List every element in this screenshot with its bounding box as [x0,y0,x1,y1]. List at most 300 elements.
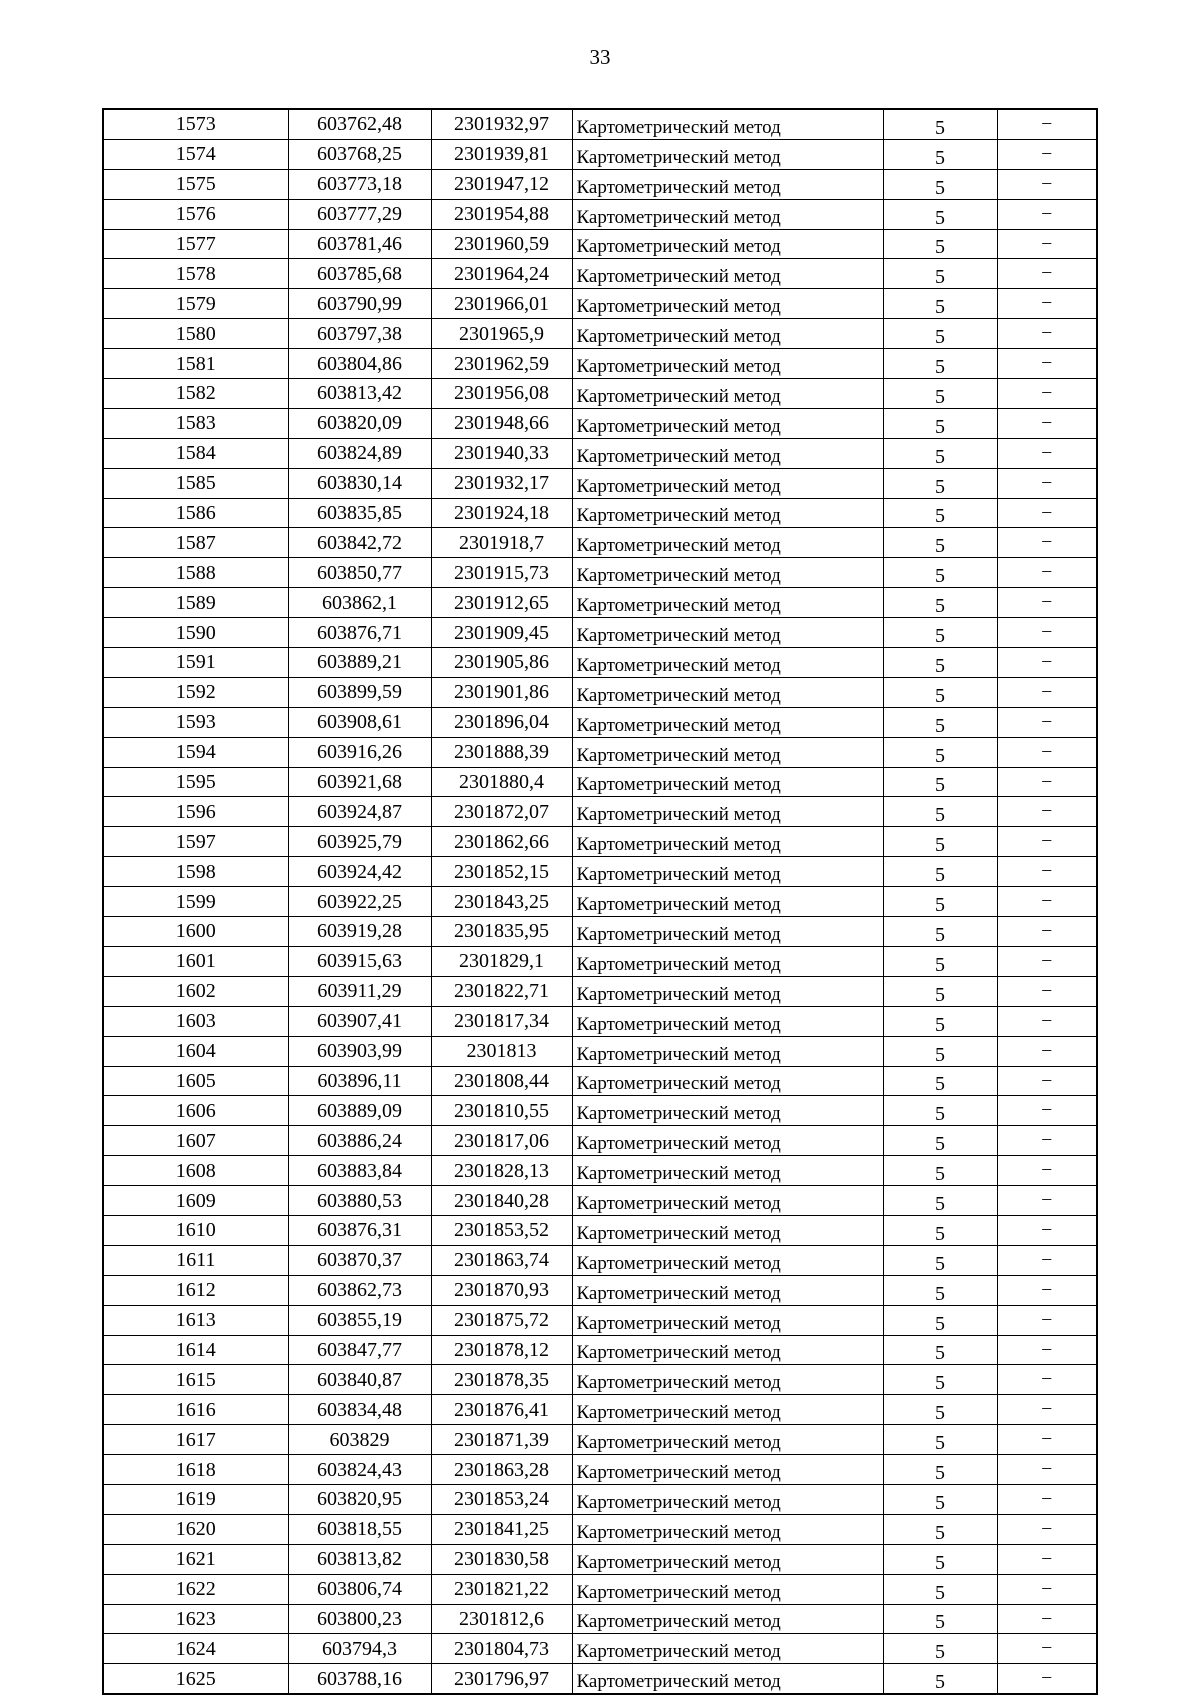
y-coordinate-cell: 2301808,44 [431,1066,572,1096]
accuracy-cell: 5 [883,1425,997,1455]
y-coordinate-cell: 2301915,73 [431,558,572,588]
x-coordinate-cell: 603829 [288,1425,431,1455]
method-cell: Картометрический метод [572,677,883,707]
accuracy-cell: 5 [883,319,997,349]
point-number-cell: 1611 [103,1245,288,1275]
point-number-cell: 1580 [103,319,288,349]
point-number-cell: 1624 [103,1634,288,1664]
accuracy-cell: 5 [883,827,997,857]
accuracy-cell: 5 [883,558,997,588]
x-coordinate-cell: 603876,71 [288,618,431,648]
point-number-cell: 1606 [103,1096,288,1126]
table-row [103,797,1097,827]
y-coordinate-cell: 2301876,41 [431,1395,572,1425]
accuracy-cell: 5 [883,1215,997,1245]
point-number-cell: 1602 [103,976,288,1006]
point-number-cell: 1577 [103,229,288,259]
note-cell: – [997,827,1097,857]
x-coordinate-cell: 603824,43 [288,1455,431,1485]
note-cell: – [997,1514,1097,1544]
method-cell: Картометрический метод [572,229,883,259]
accuracy-cell: 5 [883,797,997,827]
x-coordinate-cell: 603762,48 [288,109,431,139]
x-coordinate-cell: 603886,24 [288,1126,431,1156]
point-number-cell: 1593 [103,707,288,737]
point-number-cell: 1594 [103,737,288,767]
note-cell: – [997,229,1097,259]
x-coordinate-cell: 603889,09 [288,1096,431,1126]
x-coordinate-cell: 603830,14 [288,468,431,498]
x-coordinate-cell: 603921,68 [288,767,431,797]
table-row [103,558,1097,588]
accuracy-cell: 5 [883,917,997,947]
y-coordinate-cell: 2301872,07 [431,797,572,827]
note-cell: – [997,648,1097,678]
point-number-cell: 1581 [103,349,288,379]
point-number-cell: 1622 [103,1574,288,1604]
y-coordinate-cell: 2301829,1 [431,946,572,976]
y-coordinate-cell: 2301878,35 [431,1365,572,1395]
table-row [103,408,1097,438]
x-coordinate-cell: 603842,72 [288,528,431,558]
table-row [103,648,1097,678]
accuracy-cell: 5 [883,1335,997,1365]
table-row [103,169,1097,199]
method-cell: Картометрический метод [572,767,883,797]
point-number-cell: 1576 [103,199,288,229]
accuracy-cell: 5 [883,528,997,558]
x-coordinate-cell: 603889,21 [288,648,431,678]
method-cell: Картометрический метод [572,1455,883,1485]
method-cell: Картометрический метод [572,289,883,319]
note-cell: – [997,199,1097,229]
note-cell: – [997,588,1097,618]
point-number-cell: 1610 [103,1215,288,1245]
point-number-cell: 1579 [103,289,288,319]
y-coordinate-cell: 2301863,74 [431,1245,572,1275]
y-coordinate-cell: 2301853,52 [431,1215,572,1245]
method-cell: Картометрический метод [572,1126,883,1156]
method-cell: Картометрический метод [572,558,883,588]
point-number-cell: 1592 [103,677,288,707]
accuracy-cell: 5 [883,1514,997,1544]
accuracy-cell: 5 [883,408,997,438]
accuracy-cell: 5 [883,1484,997,1514]
table-row [103,379,1097,409]
note-cell: – [997,169,1097,199]
method-cell: Картометрический метод [572,1544,883,1574]
method-cell: Картометрический метод [572,1395,883,1425]
note-cell: – [997,707,1097,737]
accuracy-cell: 5 [883,1604,997,1634]
method-cell: Картометрический метод [572,259,883,289]
method-cell: Картометрический метод [572,528,883,558]
method-cell: Картометрический метод [572,1425,883,1455]
point-number-cell: 1604 [103,1036,288,1066]
x-coordinate-cell: 603847,77 [288,1335,431,1365]
y-coordinate-cell: 2301964,24 [431,259,572,289]
point-number-cell: 1585 [103,468,288,498]
method-cell: Картометрический метод [572,976,883,1006]
x-coordinate-cell: 603919,28 [288,917,431,947]
accuracy-cell: 5 [883,1365,997,1395]
table-row [103,1006,1097,1036]
table-row [103,349,1097,379]
y-coordinate-cell: 2301871,39 [431,1425,572,1455]
point-number-cell: 1589 [103,588,288,618]
x-coordinate-cell: 603806,74 [288,1574,431,1604]
accuracy-cell: 5 [883,139,997,169]
accuracy-cell: 5 [883,1066,997,1096]
point-number-cell: 1609 [103,1186,288,1216]
x-coordinate-cell: 603924,42 [288,857,431,887]
y-coordinate-cell: 2301828,13 [431,1156,572,1186]
accuracy-cell: 5 [883,1305,997,1335]
method-cell: Картометрический метод [572,1275,883,1305]
point-number-cell: 1583 [103,408,288,438]
table-row [103,199,1097,229]
point-number-cell: 1584 [103,438,288,468]
y-coordinate-cell: 2301918,7 [431,528,572,558]
accuracy-cell: 5 [883,1574,997,1604]
table-row [103,528,1097,558]
table-row [103,857,1097,887]
table-row [103,946,1097,976]
method-cell: Картометрический метод [572,379,883,409]
method-cell: Картометрический метод [572,1066,883,1096]
method-cell: Картометрический метод [572,1036,883,1066]
table-row [103,917,1097,947]
x-coordinate-cell: 603862,1 [288,588,431,618]
table-row [103,677,1097,707]
note-cell: – [997,438,1097,468]
x-coordinate-cell: 603794,3 [288,1634,431,1664]
table-row [103,1066,1097,1096]
point-number-cell: 1617 [103,1425,288,1455]
table-row [103,438,1097,468]
note-cell: – [997,528,1097,558]
note-cell: – [997,498,1097,528]
y-coordinate-cell: 2301813 [431,1036,572,1066]
method-cell: Картометрический метод [572,1634,883,1664]
note-cell: – [997,857,1097,887]
y-coordinate-cell: 2301966,01 [431,289,572,319]
accuracy-cell: 5 [883,1544,997,1574]
table-row [103,1544,1097,1574]
coordinates-table-body [103,109,1097,1694]
y-coordinate-cell: 2301940,33 [431,438,572,468]
y-coordinate-cell: 2301932,17 [431,468,572,498]
x-coordinate-cell: 603773,18 [288,169,431,199]
method-cell: Картометрический метод [572,1096,883,1126]
y-coordinate-cell: 2301888,39 [431,737,572,767]
x-coordinate-cell: 603925,79 [288,827,431,857]
y-coordinate-cell: 2301905,86 [431,648,572,678]
note-cell: – [997,1455,1097,1485]
point-number-cell: 1588 [103,558,288,588]
accuracy-cell: 5 [883,1275,997,1305]
y-coordinate-cell: 2301960,59 [431,229,572,259]
y-coordinate-cell: 2301810,55 [431,1096,572,1126]
point-number-cell: 1582 [103,379,288,409]
x-coordinate-cell: 603820,95 [288,1484,431,1514]
y-coordinate-cell: 2301870,93 [431,1275,572,1305]
method-cell: Картометрический метод [572,1365,883,1395]
note-cell: – [997,468,1097,498]
table-row [103,1574,1097,1604]
accuracy-cell: 5 [883,946,997,976]
point-number-cell: 1621 [103,1544,288,1574]
accuracy-cell: 5 [883,498,997,528]
note-cell: – [997,259,1097,289]
point-number-cell: 1601 [103,946,288,976]
y-coordinate-cell: 2301817,06 [431,1126,572,1156]
page-number: 33 [589,45,611,69]
table-row [103,1215,1097,1245]
x-coordinate-cell: 603797,38 [288,319,431,349]
y-coordinate-cell: 2301821,22 [431,1574,572,1604]
x-coordinate-cell: 603835,85 [288,498,431,528]
point-number-cell: 1605 [103,1066,288,1096]
note-cell: – [997,1335,1097,1365]
y-coordinate-cell: 2301830,58 [431,1544,572,1574]
table-row [103,1484,1097,1514]
x-coordinate-cell: 603777,29 [288,199,431,229]
y-coordinate-cell: 2301965,9 [431,319,572,349]
x-coordinate-cell: 603915,63 [288,946,431,976]
note-cell: – [997,1305,1097,1335]
note-cell: – [997,946,1097,976]
table-row [103,976,1097,1006]
method-cell: Картометрический метод [572,737,883,767]
table-row [103,827,1097,857]
point-number-cell: 1595 [103,767,288,797]
note-cell: – [997,1484,1097,1514]
x-coordinate-cell: 603800,23 [288,1604,431,1634]
point-number-cell: 1608 [103,1156,288,1186]
note-cell: – [997,1395,1097,1425]
x-coordinate-cell: 603840,87 [288,1365,431,1395]
y-coordinate-cell: 2301822,71 [431,976,572,1006]
x-coordinate-cell: 603818,55 [288,1514,431,1544]
accuracy-cell: 5 [883,767,997,797]
accuracy-cell: 5 [883,1006,997,1036]
method-cell: Картометрический метод [572,109,883,139]
method-cell: Картометрический метод [572,648,883,678]
accuracy-cell: 5 [883,259,997,289]
table-row [103,259,1097,289]
method-cell: Картометрический метод [572,1006,883,1036]
x-coordinate-cell: 603908,61 [288,707,431,737]
accuracy-cell: 5 [883,229,997,259]
table-row [103,229,1097,259]
accuracy-cell: 5 [883,976,997,1006]
note-cell: – [997,1066,1097,1096]
x-coordinate-cell: 603880,53 [288,1186,431,1216]
x-coordinate-cell: 603768,25 [288,139,431,169]
point-number-cell: 1597 [103,827,288,857]
point-number-cell: 1574 [103,139,288,169]
note-cell: – [997,1096,1097,1126]
note-cell: – [997,1664,1097,1694]
table-row [103,1664,1097,1694]
point-number-cell: 1591 [103,648,288,678]
y-coordinate-cell: 2301939,81 [431,139,572,169]
note-cell: – [997,139,1097,169]
accuracy-cell: 5 [883,1096,997,1126]
y-coordinate-cell: 2301804,73 [431,1634,572,1664]
y-coordinate-cell: 2301948,66 [431,408,572,438]
x-coordinate-cell: 603876,31 [288,1215,431,1245]
method-cell: Картометрический метод [572,797,883,827]
x-coordinate-cell: 603788,16 [288,1664,431,1694]
x-coordinate-cell: 603870,37 [288,1245,431,1275]
point-number-cell: 1587 [103,528,288,558]
y-coordinate-cell: 2301956,08 [431,379,572,409]
y-coordinate-cell: 2301862,66 [431,827,572,857]
point-number-cell: 1614 [103,1335,288,1365]
table-row [103,588,1097,618]
x-coordinate-cell: 603924,87 [288,797,431,827]
note-cell: – [997,917,1097,947]
point-number-cell: 1616 [103,1395,288,1425]
note-cell: – [997,319,1097,349]
accuracy-cell: 5 [883,1664,997,1694]
method-cell: Картометрический метод [572,438,883,468]
point-number-cell: 1573 [103,109,288,139]
method-cell: Картометрический метод [572,1514,883,1544]
accuracy-cell: 5 [883,438,997,468]
method-cell: Картометрический метод [572,1305,883,1335]
y-coordinate-cell: 2301880,4 [431,767,572,797]
note-cell: – [997,558,1097,588]
coordinates-table [102,108,1098,1695]
accuracy-cell: 5 [883,199,997,229]
method-cell: Картометрический метод [572,946,883,976]
table-row [103,1604,1097,1634]
x-coordinate-cell: 603896,11 [288,1066,431,1096]
note-cell: – [997,767,1097,797]
accuracy-cell: 5 [883,1186,997,1216]
table-row [103,1365,1097,1395]
y-coordinate-cell: 2301863,28 [431,1455,572,1485]
x-coordinate-cell: 603813,82 [288,1544,431,1574]
table-row [103,1335,1097,1365]
y-coordinate-cell: 2301896,04 [431,707,572,737]
method-cell: Картометрический метод [572,827,883,857]
accuracy-cell: 5 [883,857,997,887]
point-number-cell: 1586 [103,498,288,528]
note-cell: – [997,109,1097,139]
y-coordinate-cell: 2301878,12 [431,1335,572,1365]
note-cell: – [997,618,1097,648]
method-cell: Картометрический метод [572,1156,883,1186]
accuracy-cell: 5 [883,648,997,678]
point-number-cell: 1600 [103,917,288,947]
x-coordinate-cell: 603820,09 [288,408,431,438]
point-number-cell: 1620 [103,1514,288,1544]
x-coordinate-cell: 603907,41 [288,1006,431,1036]
x-coordinate-cell: 603922,25 [288,887,431,917]
note-cell: – [997,887,1097,917]
note-cell: – [997,1604,1097,1634]
table-row [103,139,1097,169]
note-cell: – [997,1186,1097,1216]
x-coordinate-cell: 603785,68 [288,259,431,289]
y-coordinate-cell: 2301853,24 [431,1484,572,1514]
method-cell: Картометрический метод [572,498,883,528]
table-row [103,1156,1097,1186]
accuracy-cell: 5 [883,1036,997,1066]
method-cell: Картометрический метод [572,707,883,737]
table-row [103,767,1097,797]
method-cell: Картометрический метод [572,408,883,438]
y-coordinate-cell: 2301812,6 [431,1604,572,1634]
x-coordinate-cell: 603855,19 [288,1305,431,1335]
accuracy-cell: 5 [883,1126,997,1156]
x-coordinate-cell: 603790,99 [288,289,431,319]
method-cell: Картометрический метод [572,857,883,887]
note-cell: – [997,797,1097,827]
method-cell: Картометрический метод [572,139,883,169]
note-cell: – [997,1275,1097,1305]
table-row [103,498,1097,528]
accuracy-cell: 5 [883,1395,997,1425]
note-cell: – [997,349,1097,379]
table-row [103,289,1097,319]
accuracy-cell: 5 [883,468,997,498]
method-cell: Картометрический метод [572,618,883,648]
note-cell: – [997,1544,1097,1574]
accuracy-cell: 5 [883,349,997,379]
point-number-cell: 1607 [103,1126,288,1156]
method-cell: Картометрический метод [572,588,883,618]
note-cell: – [997,289,1097,319]
method-cell: Картометрический метод [572,1484,883,1514]
table-row [103,468,1097,498]
table-row [103,1245,1097,1275]
y-coordinate-cell: 2301841,25 [431,1514,572,1544]
method-cell: Картометрический метод [572,169,883,199]
table-row [103,1096,1097,1126]
x-coordinate-cell: 603911,29 [288,976,431,1006]
method-cell: Картометрический метод [572,349,883,379]
x-coordinate-cell: 603916,26 [288,737,431,767]
x-coordinate-cell: 603804,86 [288,349,431,379]
accuracy-cell: 5 [883,677,997,707]
method-cell: Картометрический метод [572,199,883,229]
x-coordinate-cell: 603834,48 [288,1395,431,1425]
x-coordinate-cell: 603824,89 [288,438,431,468]
table-row [103,1126,1097,1156]
table-row [103,1305,1097,1335]
table-row [103,1514,1097,1544]
x-coordinate-cell: 603850,77 [288,558,431,588]
accuracy-cell: 5 [883,707,997,737]
point-number-cell: 1598 [103,857,288,887]
table-row [103,1455,1097,1485]
y-coordinate-cell: 2301817,34 [431,1006,572,1036]
point-number-cell: 1612 [103,1275,288,1305]
method-cell: Картометрический метод [572,1604,883,1634]
y-coordinate-cell: 2301909,45 [431,618,572,648]
note-cell: – [997,1036,1097,1066]
point-number-cell: 1618 [103,1455,288,1485]
y-coordinate-cell: 2301947,12 [431,169,572,199]
point-number-cell: 1599 [103,887,288,917]
note-cell: – [997,1245,1097,1275]
point-number-cell: 1619 [103,1484,288,1514]
